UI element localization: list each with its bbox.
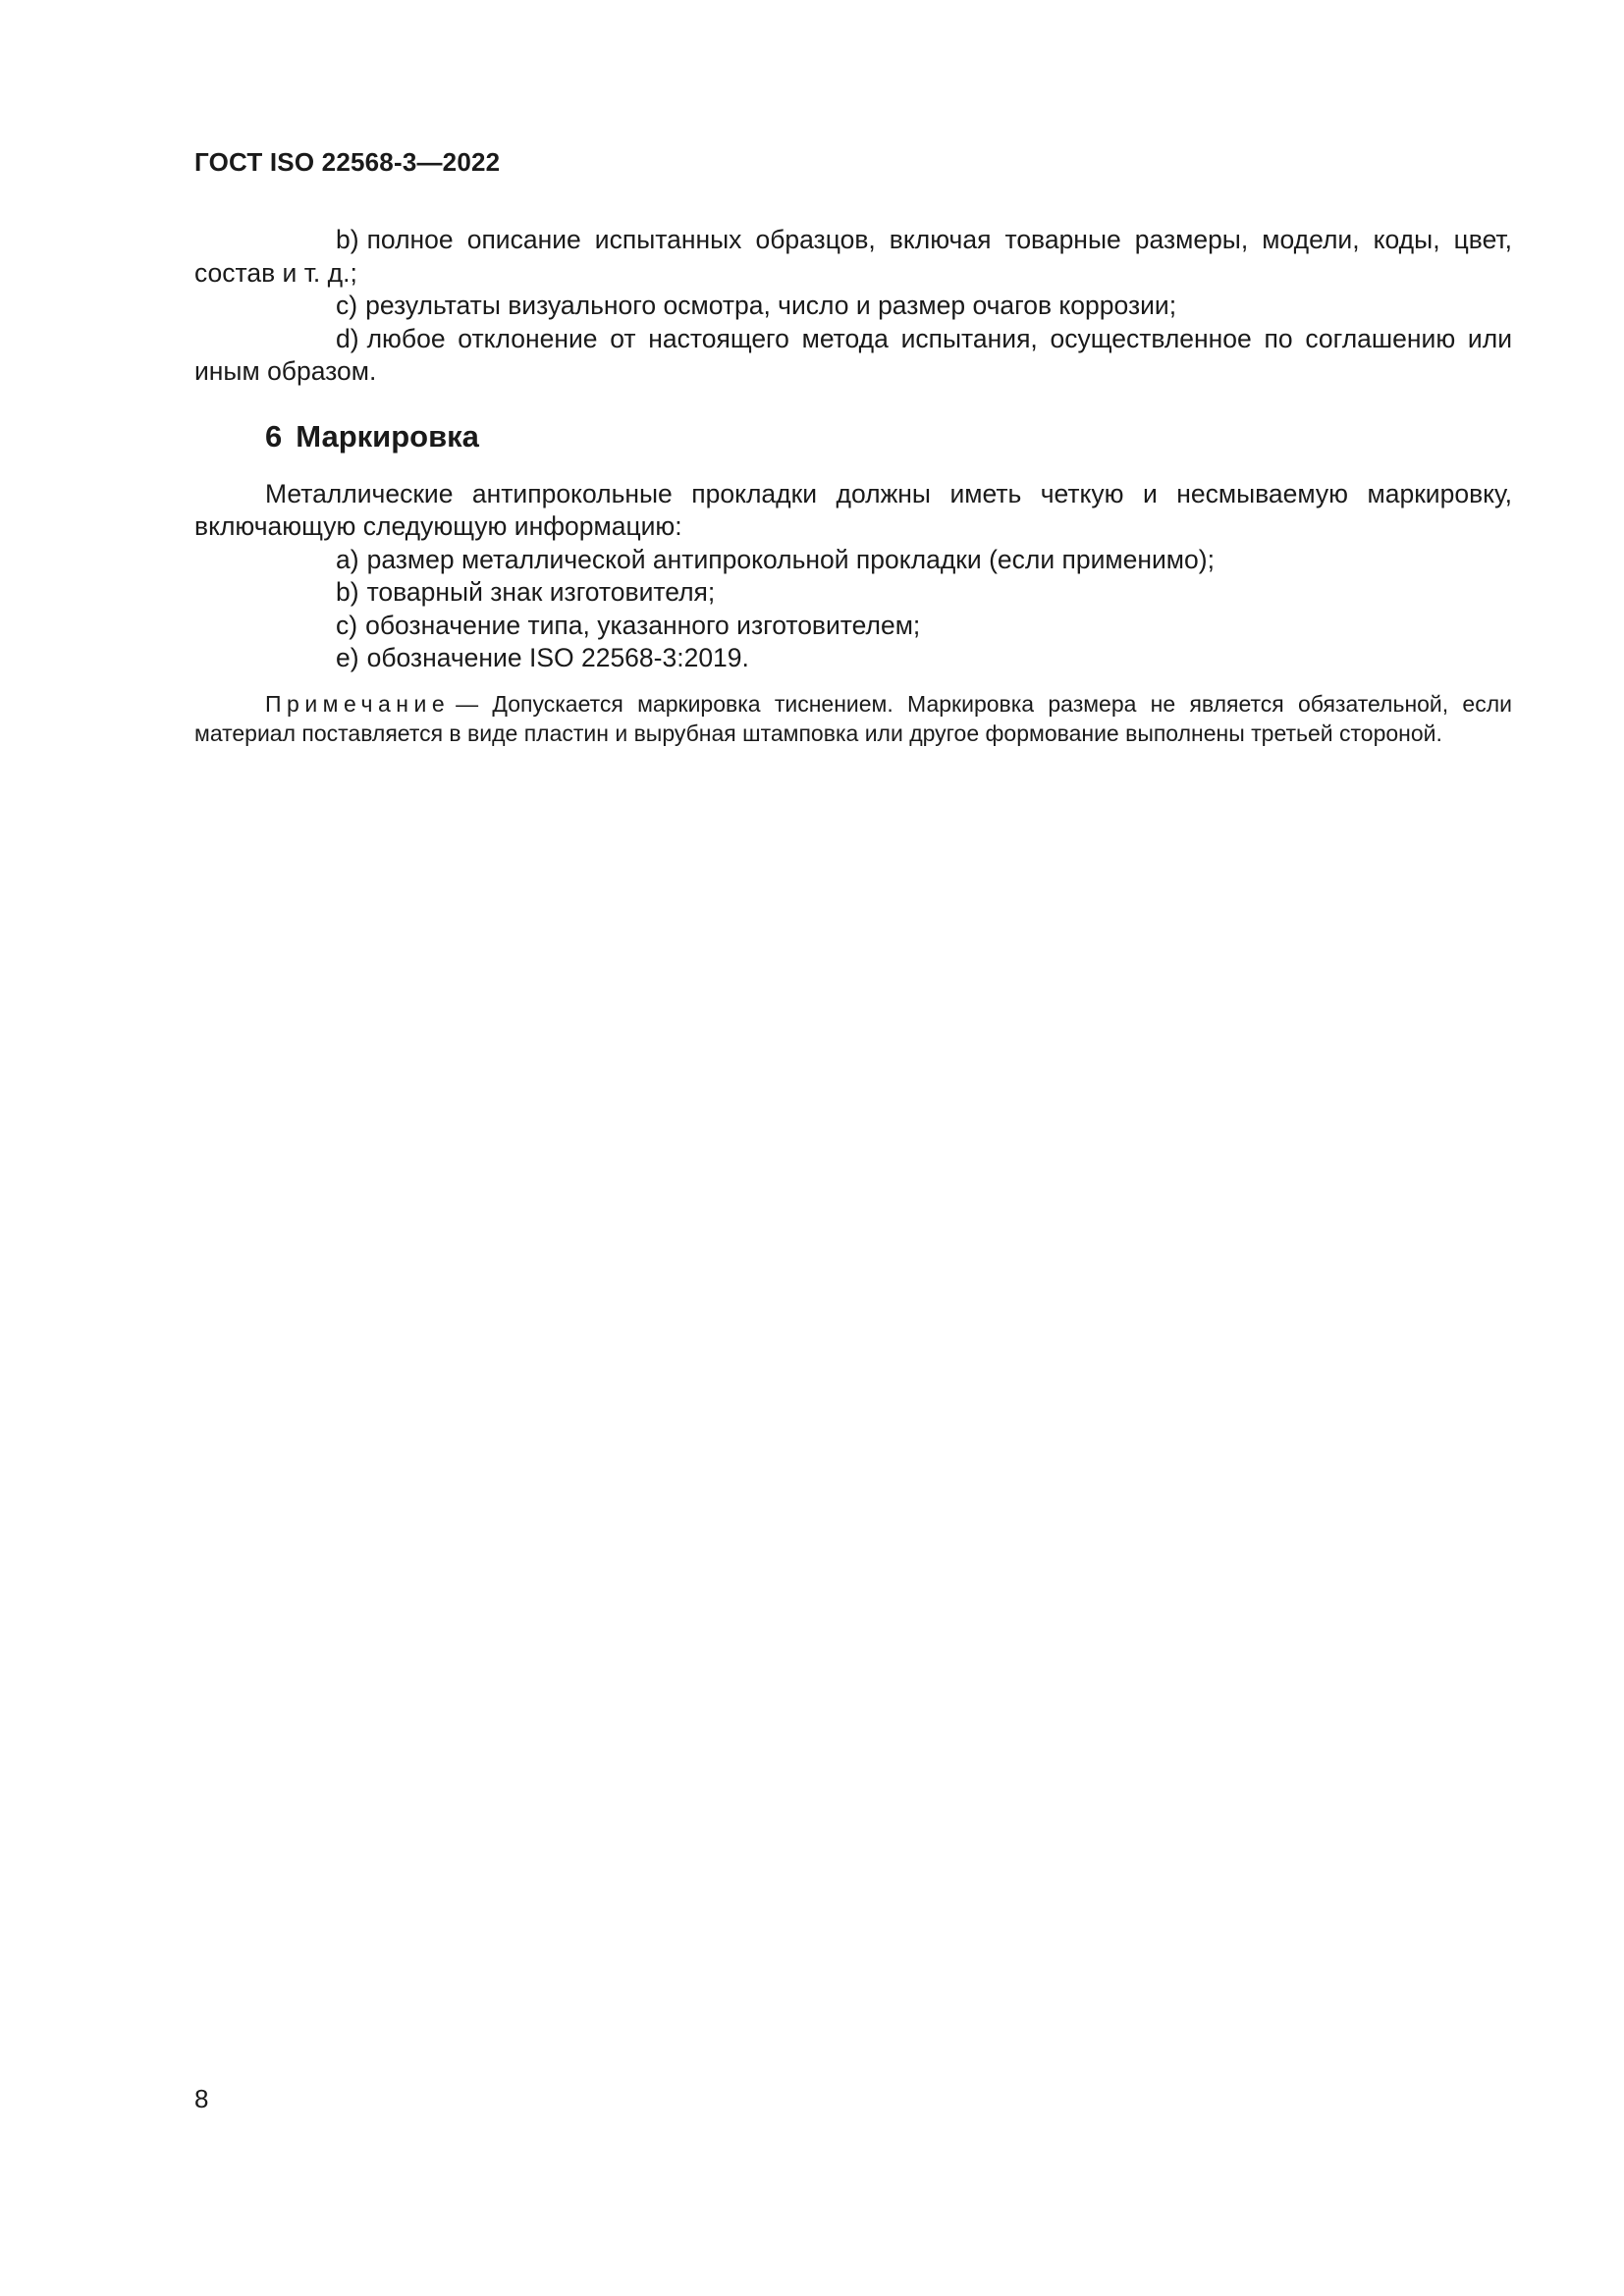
list-item-marker: b)	[336, 577, 359, 607]
note-text: — Допускается маркировка тиснением. Маркировка размера не является обязательной, если материал поставляется в виде пластин и вырубная штамповка или другое формование выполнены третьей стороной.	[194, 690, 1512, 746]
section-title: Маркировка	[296, 418, 479, 454]
note	[194, 689, 1512, 748]
list-item-marker: c)	[336, 291, 358, 320]
list-item	[194, 610, 1512, 643]
document-header: ГОСТ ISO 22568-3—2022	[194, 147, 501, 177]
list-item-text: обозначение ISO 22568-3:2019.	[366, 643, 749, 672]
section-intro: Металлические антипрокольные прокладки должны иметь четкую и несмываемую маркировку, включающую следующую информацию:	[194, 478, 1512, 541]
section-heading	[194, 417, 1512, 456]
list-item-marker: b)	[336, 225, 359, 254]
list-item	[194, 290, 1512, 323]
list-item-text: результаты визуального осмотра, число и размер очагов коррозии;	[365, 291, 1177, 320]
page-number: 8	[194, 2084, 209, 2113]
list-item-text: любое отклонение от настоящего метода испытания, осуществленное по соглашению или иным образом.	[194, 323, 1512, 386]
list-item-marker: a)	[336, 544, 359, 574]
list-item-text: обозначение типа, указанного изготовителем;	[365, 610, 921, 640]
list-item	[194, 642, 1512, 675]
list-item-marker: c)	[336, 610, 358, 640]
list-item	[194, 224, 1512, 290]
note-label: Примечание	[265, 690, 451, 717]
list-item-text: товарный знак изготовителя;	[366, 577, 716, 607]
section-number: 6	[265, 418, 283, 454]
list-item-marker: e)	[336, 643, 359, 672]
list-item-text: полное описание испытанных образцов, включая товарные размеры, модели, коды, цвет, состав и т. д.;	[194, 225, 1512, 288]
list-item	[194, 544, 1512, 577]
list-item	[194, 576, 1512, 610]
list-item	[194, 323, 1512, 389]
list-item-text: размер металлической антипрокольной прокладки (если применимо);	[366, 544, 1215, 574]
page-content	[194, 224, 1512, 748]
list-item-marker: d)	[336, 323, 359, 353]
